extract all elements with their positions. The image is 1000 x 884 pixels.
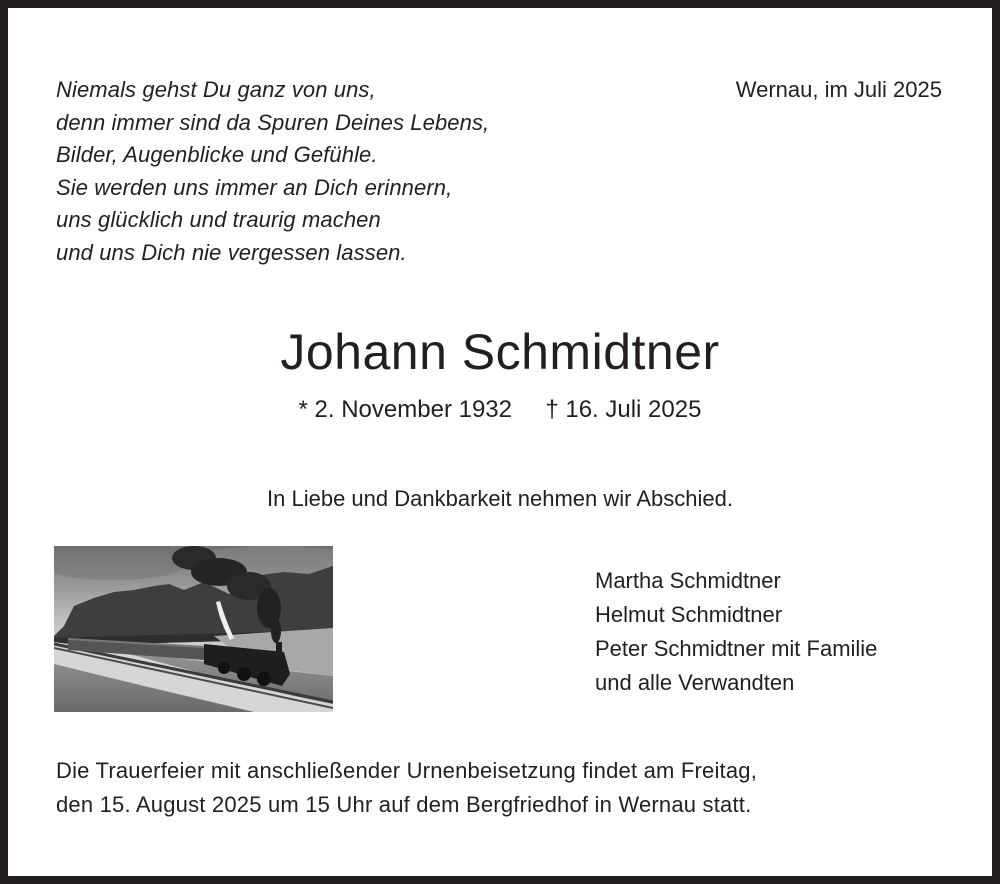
farewell-message: In Liebe und Dankbarkeit nehmen wir Abschied. <box>267 486 733 511</box>
mourner-name: Martha Schmidtner <box>595 568 781 593</box>
funeral-service-info <box>56 754 757 822</box>
mourners-list <box>595 564 877 700</box>
mourner-name: Peter Schmidtner mit Familie <box>595 636 878 661</box>
steam-train-photo <box>54 546 333 712</box>
place-and-date: Wernau, im Juli 2025 <box>735 77 942 102</box>
memorial-poem <box>56 74 489 269</box>
mourner-name: Helmut Schmidtner <box>595 602 783 627</box>
service-line: den 15. August 2025 um 15 Uhr auf dem Bergfriedhof in Wernau statt. <box>56 792 752 817</box>
poem-line: Bilder, Augenblicke und Gefühle. <box>56 142 378 167</box>
deceased-name: Johann Schmidtner <box>280 324 720 380</box>
poem-line: uns glücklich und traurig machen <box>56 207 381 232</box>
service-line: Die Trauerfeier mit anschließender Urnenbeisetzung findet am Freitag, <box>56 758 758 783</box>
poem-line: Sie werden uns immer an Dich erinnern, <box>56 174 453 200</box>
poem-line: und uns Dich nie vergessen lassen. <box>56 239 407 265</box>
obituary-notice <box>8 8 992 876</box>
poem-line: Niemals gehst Du ganz von uns, <box>56 77 376 102</box>
life-dates: * 2. November 1932 † 16. Juli 2025 <box>298 396 702 423</box>
poem-line: denn immer sind da Spuren Deines Lebens, <box>56 109 490 135</box>
mourner-name: und alle Verwandten <box>595 670 795 695</box>
train-image-icon <box>54 546 333 712</box>
